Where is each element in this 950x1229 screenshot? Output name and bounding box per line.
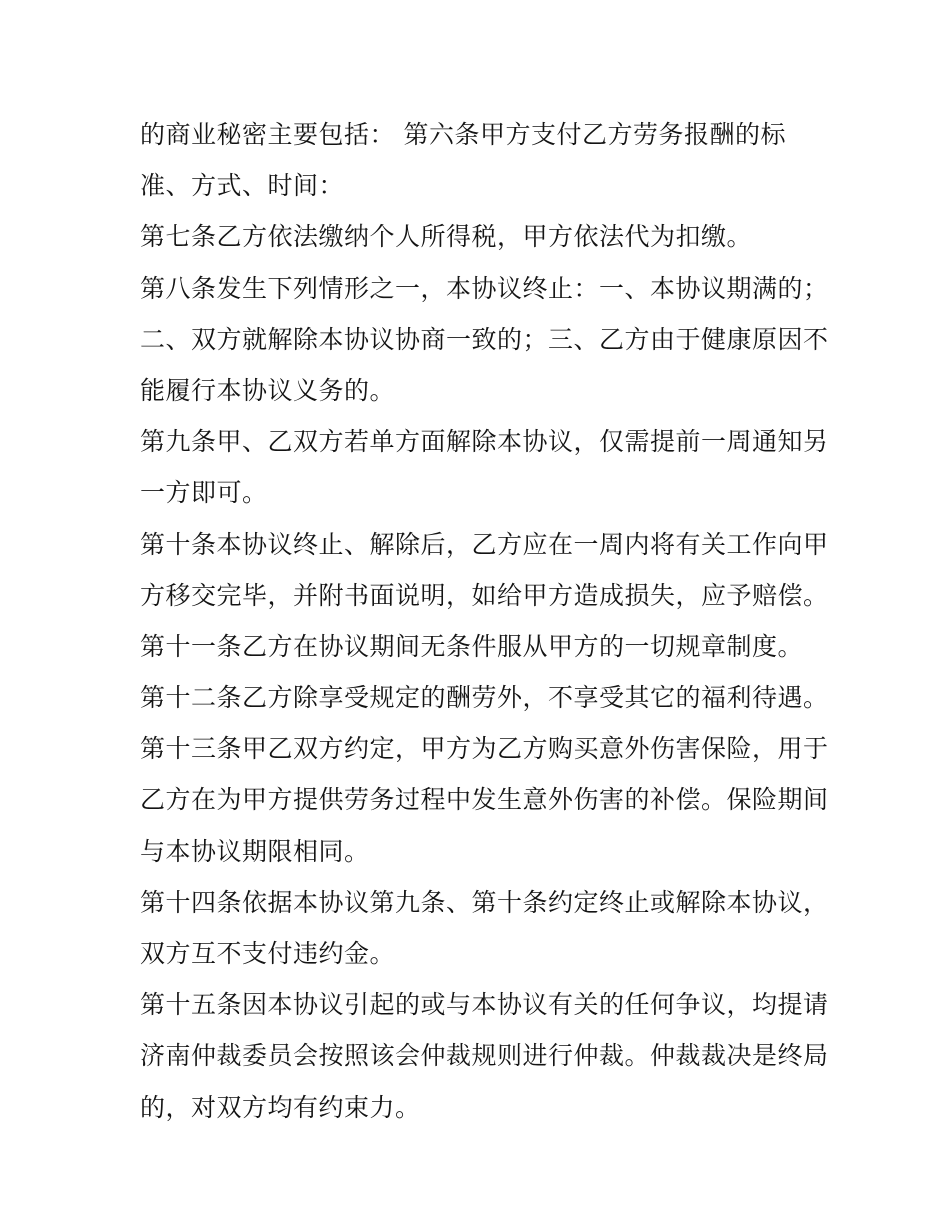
document-body (140, 109, 829, 1133)
text-line: 双方互不支付违约金。 (140, 939, 396, 968)
text-line: 济南仲裁委员会按照该会仲裁规则进行仲裁。仲裁裁决是终局 (140, 1041, 829, 1071)
text-line: 第十三条甲乙双方约定，甲方为乙方购买意外伤害保险，用于 (140, 734, 829, 764)
text-line: 与本协议期限相同。 (140, 836, 370, 866)
text-line: 第九条甲、乙双方若单方面解除本协议，仅需提前一周通知另 (140, 427, 829, 457)
text-line: 第十二条乙方除享受规定的酬劳外，不享受其它的福利待遇。 (140, 683, 829, 713)
text-line: 第八条发生下列情形之一，本协议终止：一、本协议期满的； (140, 273, 829, 303)
text-line: 乙方在为甲方提供劳务过程中发生意外伤害的补偿。保险期间 (140, 785, 829, 815)
text-line: 的，对双方均有约束力。 (140, 1092, 421, 1122)
text-line: 第十条本协议终止、解除后，乙方应在一周内将有关工作向甲 (140, 529, 829, 559)
text-line: 的商业秘密主要包括： 第六条甲方支付乙方劳务报酬的标 (140, 120, 786, 149)
text-line: 二、双方就解除本协议协商一致的；三、乙方由于健康原因不 (140, 324, 829, 354)
text-line: 第十四条依据本协议第九条、第十条约定终止或解除本协议， (140, 887, 829, 917)
text-line: 一方即可。 (140, 478, 268, 508)
text-line: 能履行本协议义务的。 (140, 375, 396, 405)
text-line: 第十五条因本协议引起的或与本协议有关的任何争议，均提请 (140, 990, 829, 1020)
text-line: 第十一条乙方在协议期间无条件服从甲方的一切规章制度。 (140, 631, 804, 661)
text-line: 第七条乙方依法缴纳个人所得税，甲方依法代为扣缴。 (140, 222, 753, 252)
text-line: 方移交完毕，并附书面说明，如给甲方造成损失，应予赔偿。 (140, 580, 829, 610)
text-line: 准、方式、时间： (140, 171, 345, 201)
